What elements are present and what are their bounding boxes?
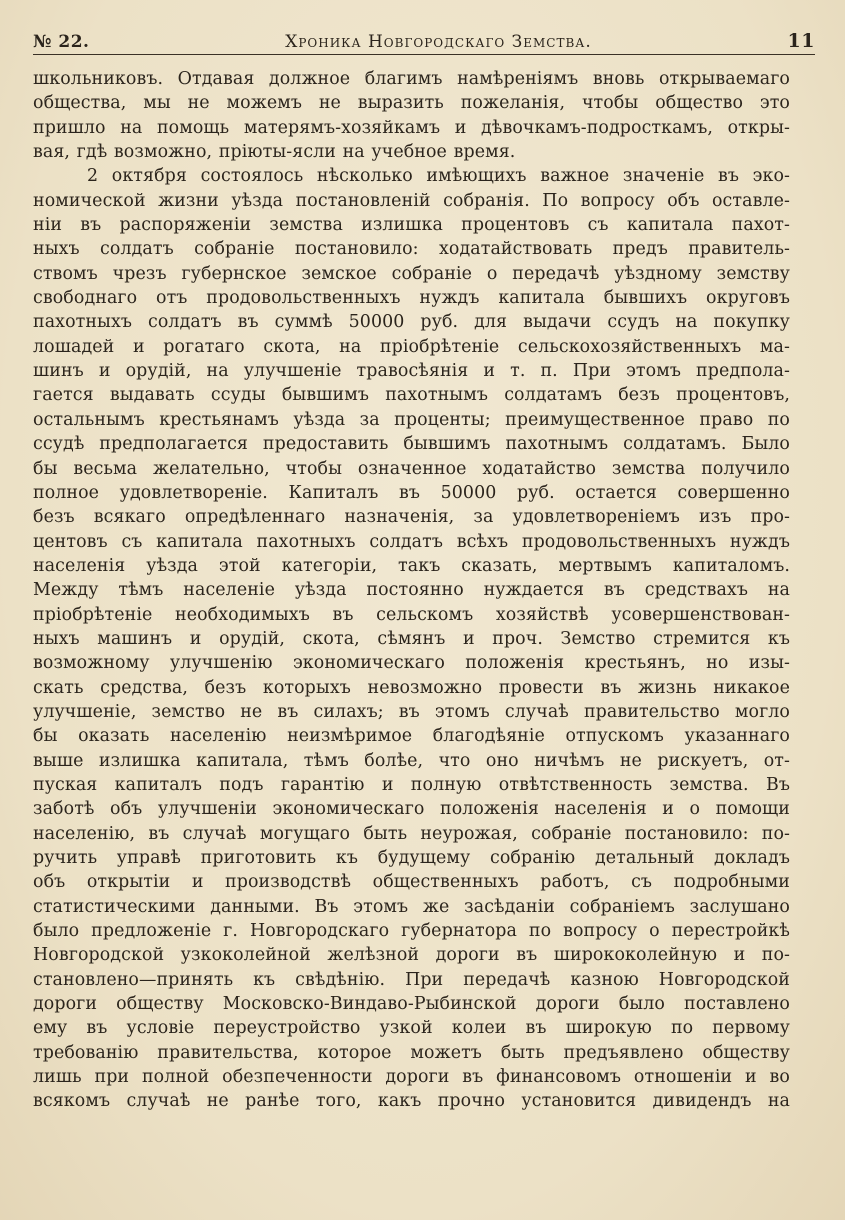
- text-line: возможному улучшенію экономическаго положенія крестьянъ, но изы-: [33, 653, 790, 674]
- text-line: улучшеніе, земство не въ силахъ; въ этомъ случаѣ правительство могло: [33, 701, 790, 722]
- text-line: общества, мы не можемъ не выразить пожеланія, чтобы общество это: [33, 93, 790, 114]
- text-line: ніи въ распоряженіи земства излишка процентовъ съ капитала пахот-: [33, 215, 790, 236]
- text-line: вая, гдѣ возможно, пріюты-ясли на учебное время.: [33, 142, 516, 163]
- text-line: Новгородской узкоколейной желѣзной дороги въ ширококолейную и по-: [33, 945, 790, 966]
- text-line: ссудѣ предполагается предоставить бывшимъ пахотнымъ солдатамъ. Было: [33, 434, 790, 455]
- text-line: Между тѣмъ населеніе уѣзда постоянно нуждается въ средствахъ на: [33, 580, 790, 601]
- header-rule: [33, 54, 815, 55]
- text-line: безъ всякаго опредѣленнаго назначенія, за удовлетвореніемъ изъ про-: [33, 507, 790, 528]
- text-line: заботѣ объ улучшеніи экономическаго положенія населенія и о помощи: [33, 799, 790, 820]
- text-line: пріобрѣтеніе необходимыхъ въ сельскомъ хозяйствѣ усовершенствован-: [33, 604, 790, 625]
- text-line: населенію, въ случаѣ могущаго быть неурожая, собраніе постановило: по-: [33, 823, 790, 844]
- running-head: [33, 22, 815, 52]
- text-line: полное удовлетвореніе. Капиталъ въ 50000 руб. остается совершенно: [33, 482, 790, 503]
- text-line: статистическими данными. Въ этомъ же засѣданіи собраніемъ заслушано: [33, 896, 790, 917]
- text-line: всякомъ случаѣ не ранѣе того, какъ прочно установится дивидендъ на: [33, 1091, 790, 1112]
- text-line: центовъ съ капитала пахотныхъ солдатъ всѣхъ продовольственныхъ нуждъ: [33, 531, 790, 552]
- text-line: ствомъ чрезъ губернское земское собраніе о передачѣ уѣздному земству: [33, 263, 790, 284]
- text-line: становлено—принять къ свѣдѣнію. При передачѣ казною Новгородской: [33, 969, 790, 990]
- text-line: номической жизни уѣзда постановленій собранія. По вопросу объ оставле-: [33, 190, 790, 211]
- text-line: ныхъ солдатъ собраніе постановило: ходатайствовать предъ правитель-: [33, 239, 790, 260]
- text-line: было предложеніе г. Новгородскаго губернатора по вопросу о перестройкѣ: [33, 921, 790, 942]
- text-line: бы оказать населенію неизмѣримое благодѣяніе отпускомъ указаннаго: [33, 726, 790, 747]
- text-line: населенія уѣзда этой категоріи, такъ сказать, мертвымъ капиталомъ.: [33, 555, 790, 576]
- text-line: шинъ и орудій, на улучшеніе травосѣянія и т. п. При этомъ предпола-: [33, 361, 790, 382]
- text-line: ныхъ машинъ и орудій, скота, сѣмянъ и проч. Земство стремится къ: [33, 628, 790, 649]
- text-line: лошадей и рогатаго скота, на пріобрѣтеніе сельскохозяйственныхъ ма-: [33, 336, 790, 357]
- text-line: пришло на помощь матерямъ-хозяйкамъ и дѣвочкамъ-подросткамъ, откры-: [33, 117, 790, 138]
- text-line: выше излишка капитала, тѣмъ болѣе, что оно ничѣмъ не рискуетъ, от-: [33, 750, 790, 771]
- text-line: пахотныхъ солдатъ въ суммѣ 50000 руб. для выдачи ссудъ на покупку: [33, 312, 790, 333]
- text-line: свободнаго отъ продовольственныхъ нуждъ капитала бывшихъ округовъ: [33, 288, 790, 309]
- body-text: [33, 67, 790, 1114]
- text-line: лишь при полной обезпеченности дороги въ финансовомъ отношеніи и во: [33, 1067, 790, 1088]
- text-line: объ открытіи и производствѣ общественныхъ работъ, съ подробными: [33, 872, 790, 893]
- text-line: школьниковъ. Отдавая должное благимъ намѣреніямъ вновь открываемаго: [33, 69, 790, 89]
- text-line: 2 октября состоялось нѣсколько имѣющихъ важное значеніе въ эко-: [87, 166, 790, 187]
- journal-title: Хроника Новгородскаго Земства.: [285, 32, 592, 52]
- text-line: пуская капиталъ подъ гарантію и полную отвѣтственность земства. Въ: [33, 774, 790, 795]
- page-number: 11: [787, 30, 815, 52]
- text-line: остальнымъ крестьянамъ уѣзда за проценты; преимущественное право по: [33, 409, 790, 430]
- issue-number: № 22.: [33, 32, 90, 52]
- text-line: ему въ условіе переустройство узкой колеи въ широкую по первому: [33, 1018, 790, 1039]
- text-line: скать средства, безъ которыхъ невозможно провести въ жизнь никакое: [33, 677, 790, 698]
- text-line: бы весьма желательно, чтобы означенное ходатайство земства получило: [33, 458, 790, 479]
- text-line: гается выдавать ссуды бывшимъ пахотнымъ солдатамъ безъ процентовъ,: [33, 385, 790, 406]
- text-line: требованію правительства, которое можетъ быть предъявлено обществу: [33, 1042, 790, 1063]
- text-line: ручить управѣ приготовить къ будущему собранію детальный докладъ: [33, 848, 790, 868]
- text-line: дороги обществу Московско-Виндаво-Рыбинской дороги было поставлено: [33, 994, 790, 1015]
